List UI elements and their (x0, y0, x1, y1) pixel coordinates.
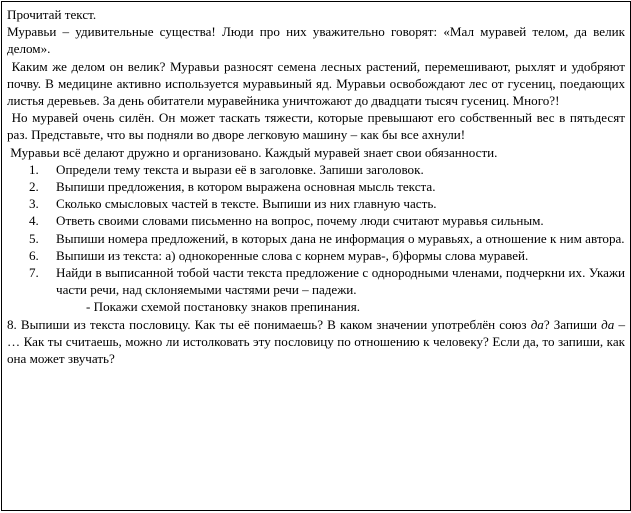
paragraph-4-text: Муравьи всё делают дружно и организовано. Каждый муравей знает свои обязанности. (10, 144, 498, 160)
task-text: Выпиши предложения, в котором выражена основная мысль текста. (56, 179, 436, 195)
task-item (7, 178, 625, 195)
task-text: Определи тему текста и вырази её в заголовке. Запиши заголовок. (56, 161, 424, 177)
task-item (7, 161, 625, 178)
task-8 (7, 316, 625, 368)
text-paragraph-1: Муравьи – удивительные существа! Люди про них уважительно говорят: «Мал муравей телом, да велик делом». (7, 24, 625, 57)
task-number: 5. (29, 230, 39, 246)
task-7-note: - Покажи схемой постановку знаков препинания. (86, 299, 361, 315)
task-8-word-2: да (601, 316, 615, 332)
task-8-part-2: ? Запиши (543, 316, 602, 332)
task-8-part-3: – … Как ты считаешь, можно ли истолковать эту пословицу по отношению к человеку? Если да, то запиши, как она может звучать? (7, 316, 625, 367)
task-8-word-1: да (530, 316, 544, 332)
task-number: 3. (29, 196, 39, 212)
text-paragraph-2 (7, 58, 625, 110)
task-number: 6. (29, 247, 39, 263)
text-paragraph-3 (7, 109, 625, 143)
paragraph-3-text: Но муравей очень силён. Он может таскать тяжести, которые превышают его собственный вес в пятьдесят раз. Представьте, что вы подняли во дворе легковую машину – как бы все ахнули! (7, 110, 625, 143)
task-text: Найди в выписанной тобой части текста предложение с однородными членами, подчеркни их. Укажи части речи, над склоняемыми частями речи – падежи. (56, 265, 625, 298)
task-item (7, 264, 625, 298)
task-number: 2. (29, 179, 39, 195)
task-8-part-1: 8. Выпиши из текста пословицу. Как ты её понимаешь? В каком значении употреблён союз (7, 316, 531, 332)
worksheet-heading: Прочитай текст. (7, 7, 97, 22)
task-item (7, 247, 625, 264)
task-item (7, 212, 625, 229)
task-number: 7. (29, 265, 39, 281)
task-number: 4. (29, 213, 39, 229)
task-text: Выпиши номера предложений, в которых дана не информация о муравьях, а отношение к ним автора. (56, 230, 625, 246)
task-list (7, 161, 625, 299)
worksheet-frame (1, 1, 631, 511)
task-text: Сколько смысловых частей в тексте. Выпиши из них главную часть. (56, 196, 437, 212)
text-paragraph-4 (7, 144, 625, 161)
task-text: Ответь своими словами письменно на вопрос, почему люди считают муравья сильным. (56, 213, 544, 229)
task-text: Выпиши из текста: а) однокоренные слова с корнем мурав-, б)формы слова муравей. (56, 247, 529, 263)
paragraph-2-text: Каким же делом он велик? Муравьи разносят семена лесных растений, перемешивают, рыхлят и удобряют почву. В медицине активно используется муравьиный яд. Муравьи освобождают лес от гусениц, поедающих листья деревьев. За день обитатели муравейника уничтожают до двадцати тысяч гусениц. Много?! (7, 58, 626, 109)
task-number: 1. (29, 161, 39, 177)
task-item (7, 195, 625, 212)
task-item (7, 230, 625, 247)
